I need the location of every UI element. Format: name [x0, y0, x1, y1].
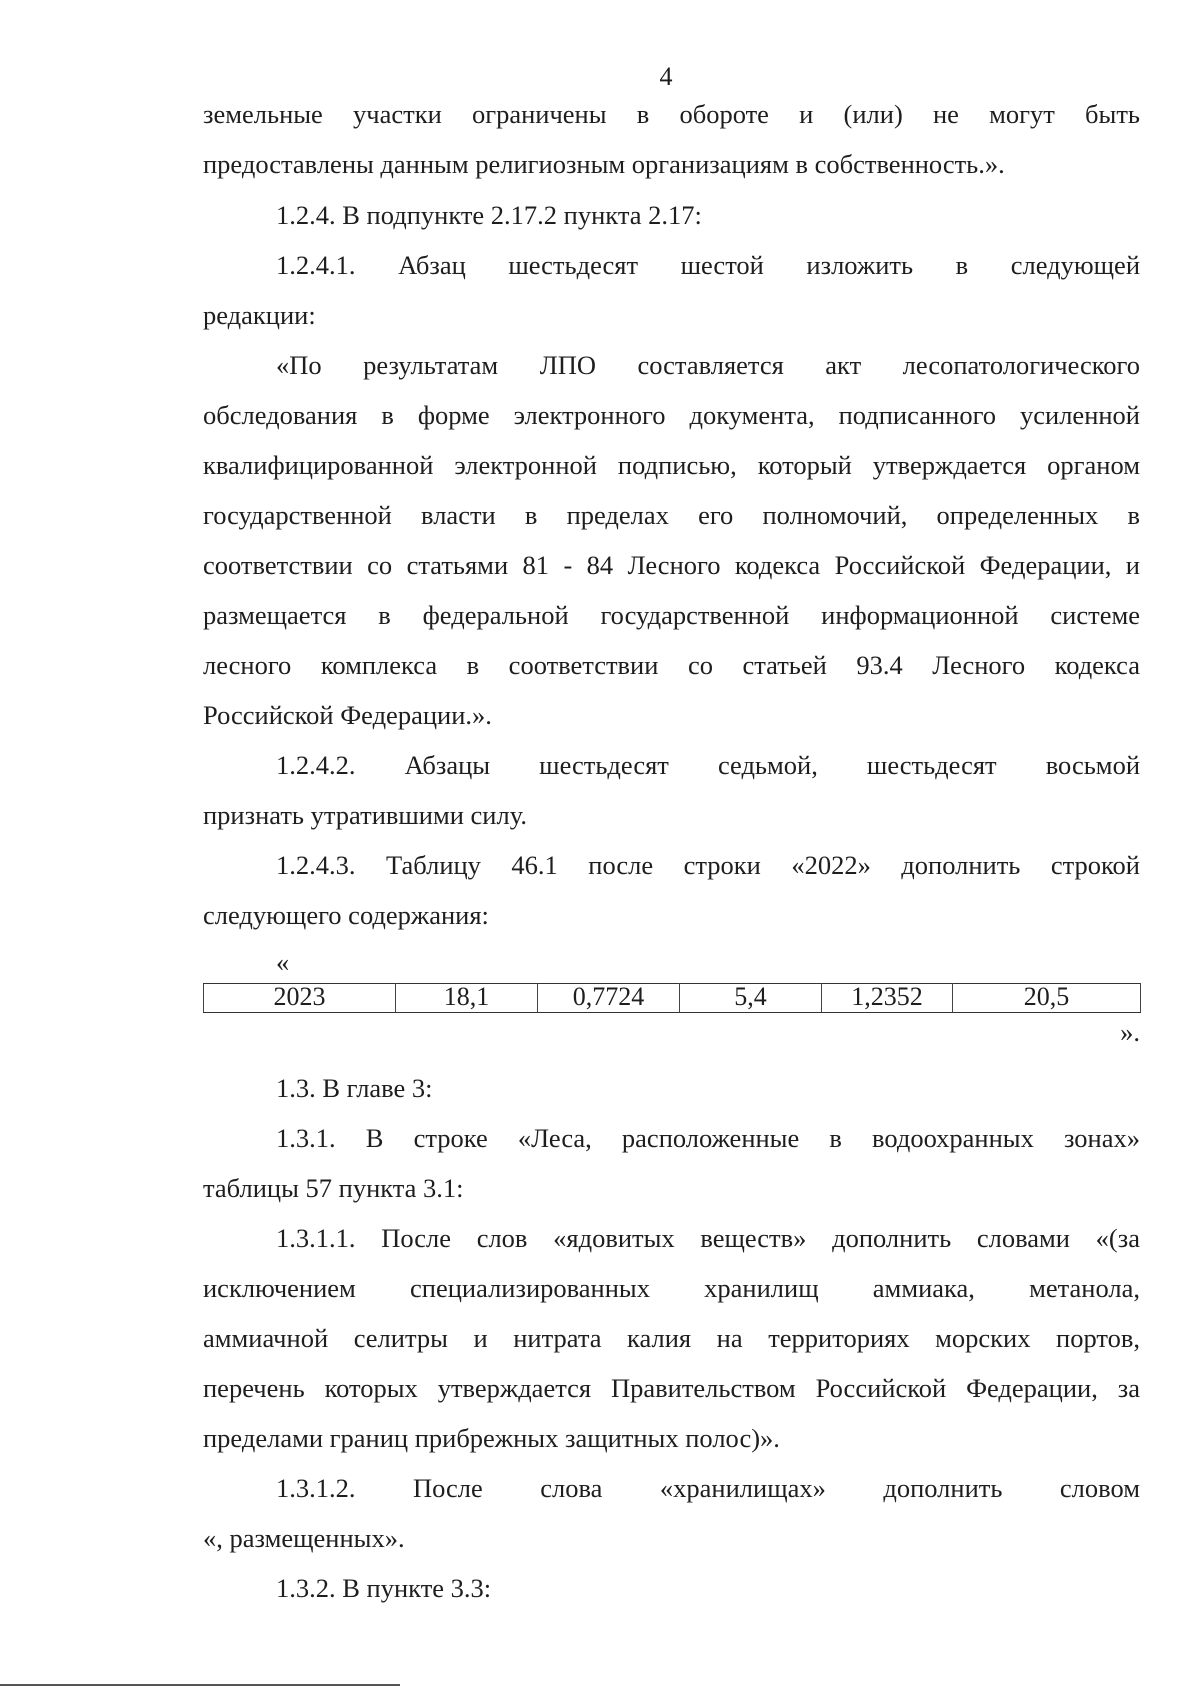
text-line: 1.2.4.1. Абзац шестьдесят шестой изложить в следующей [276, 250, 1140, 280]
paragraph-heading: 1.2.4. В подпункте 2.17.2 пункта 2.17: [276, 200, 702, 230]
quote-line: обследования в форме электронного документа, подписанного усиленной [203, 400, 1140, 430]
quote-line: Российской Федерации.». [203, 700, 492, 730]
text-line: редакции: [203, 300, 316, 330]
text-line: земельные участки ограничены в обороте и (или) не могут быть [203, 99, 1140, 129]
quote-line: лесного комплекса в соответствии со статьей 93.4 Лесного кодекса [203, 650, 1140, 680]
page-number: 4 [659, 62, 673, 91]
text-line: признать утратившими силу. [203, 800, 527, 830]
table-cell: 18,1 [396, 984, 538, 1013]
text-line: предоставлены данным религиозным организациям в собственность.». [203, 149, 1005, 179]
text-line: пределами границ прибрежных защитных полос)». [203, 1423, 780, 1453]
paragraph-heading: 1.3.2. В пункте 3.3: [276, 1573, 492, 1603]
quote-line: государственной власти в пределах его полномочий, определенных в [203, 500, 1140, 530]
quote-line: «По результатам ЛПО составляется акт лесопатологического [276, 350, 1140, 380]
table-cell: 5,4 [680, 984, 822, 1013]
text-line: 1.2.4.2. Абзацы шестьдесят седьмой, шестьдесят восьмой [276, 750, 1140, 780]
table-cell: 0,7724 [538, 984, 680, 1013]
closing-quote-mark: ». [1120, 1017, 1140, 1047]
opening-quote-mark: « [276, 947, 290, 977]
text-line: 1.2.4.3. Таблицу 46.1 после строки «2022» дополнить строкой [276, 850, 1140, 880]
text-line: таблицы 57 пункта 3.1: [203, 1173, 464, 1203]
text-line: следующего содержания: [203, 900, 489, 930]
text-line: исключением специализированных хранилищ аммиака, метанола, [203, 1273, 1140, 1303]
text-line: 1.3.1.1. После слов «ядовитых веществ» дополнить словами «(за [276, 1223, 1140, 1253]
text-line: аммиачной селитры и нитрата калия на территориях морских портов, [203, 1323, 1140, 1353]
quote-line: соответствии со статьями 81 - 84 Лесного кодекса Российской Федерации, и [203, 550, 1140, 580]
text-line: 1.3.1.2. После слова «хранилищах» дополнить словом [276, 1473, 1140, 1503]
table-cell: 1,2352 [822, 984, 953, 1013]
table-row [204, 984, 1141, 1013]
quote-line: квалифицированной электронной подписью, который утверждается органом [203, 450, 1140, 480]
text-line: 1.3.1. В строке «Леса, расположенные в водоохранных зонах» [276, 1123, 1140, 1153]
footer-rule [0, 1684, 400, 1686]
inserted-table-row [203, 983, 1141, 1013]
table-cell: 20,5 [953, 984, 1141, 1013]
table-cell-year: 2023 [204, 984, 396, 1013]
paragraph-heading: 1.3. В главе 3: [276, 1073, 433, 1103]
text-line: «, размещенных». [203, 1523, 405, 1553]
text-line: перечень которых утверждается Правительством Российской Федерации, за [203, 1373, 1140, 1403]
quote-line: размещается в федеральной государственной информационной системе [203, 600, 1140, 630]
